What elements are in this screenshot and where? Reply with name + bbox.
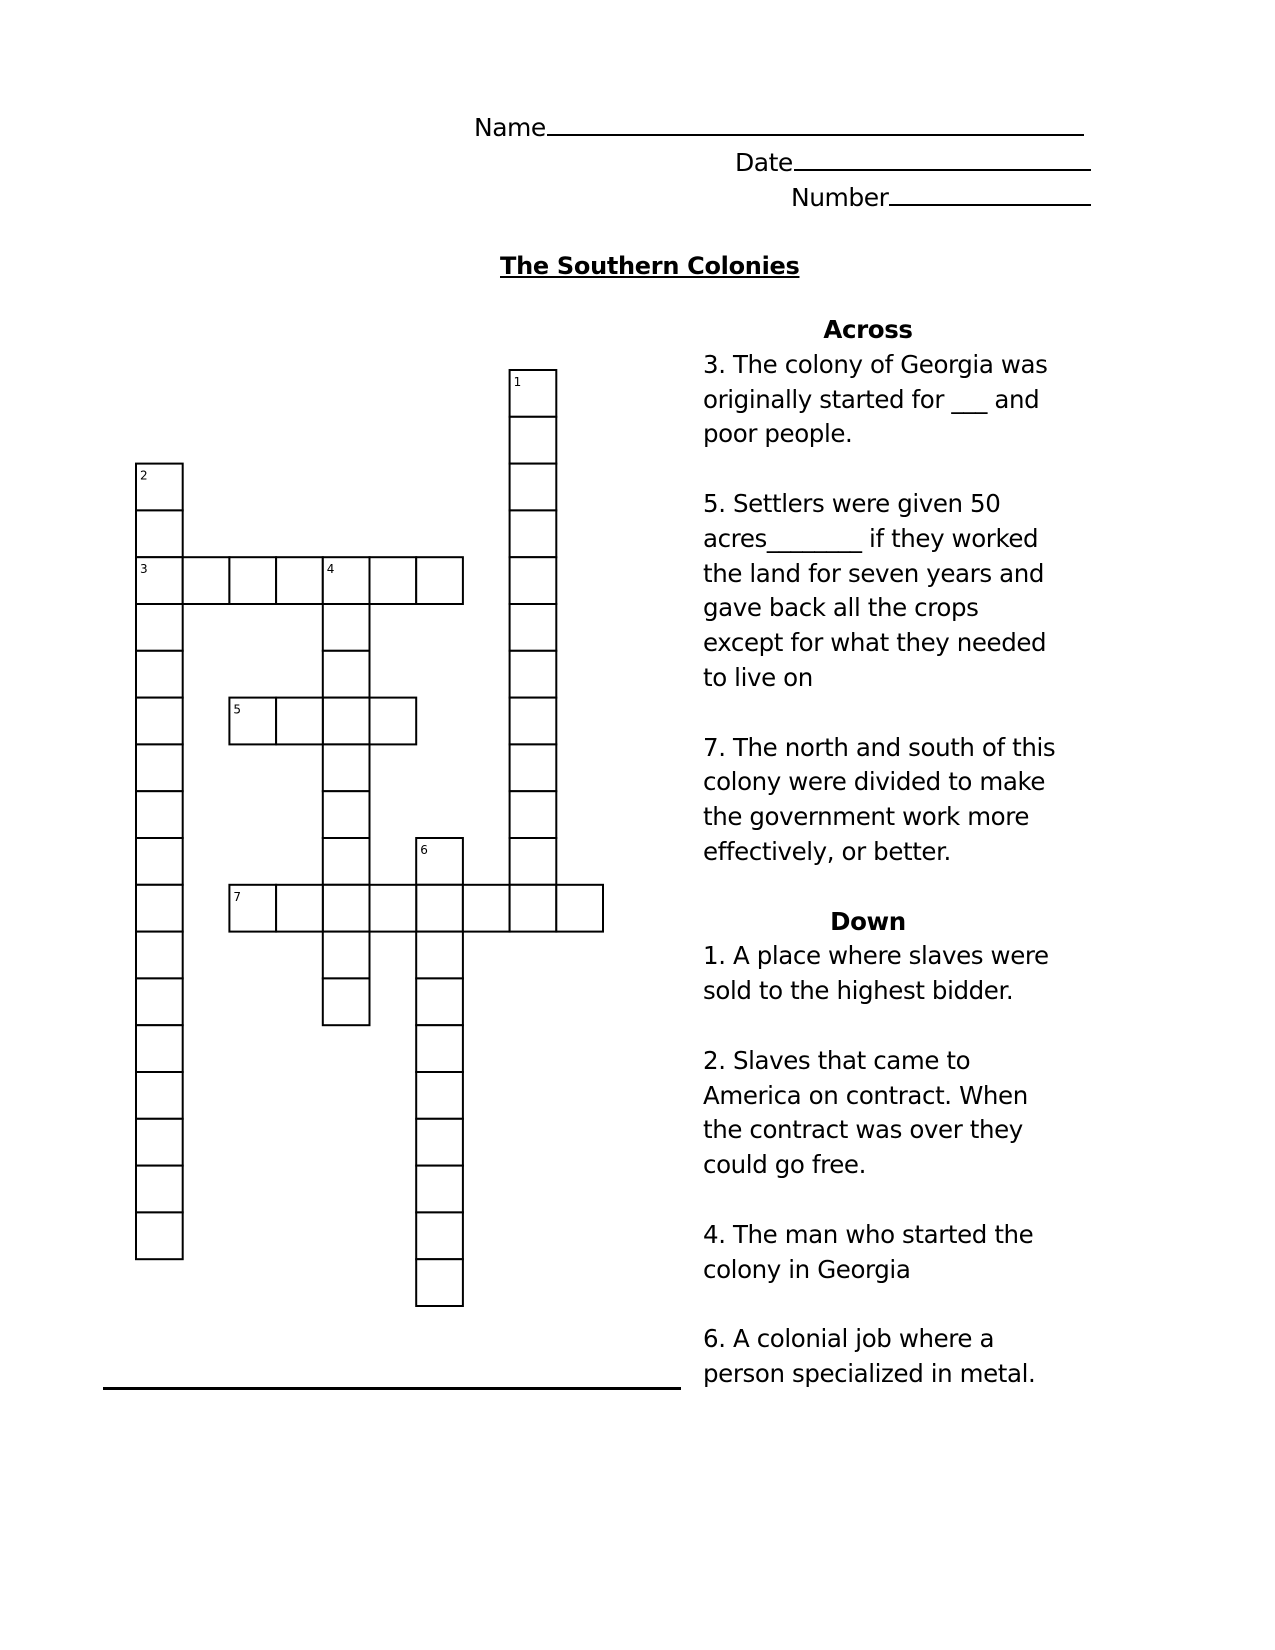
crossword-cell[interactable] <box>416 1072 463 1119</box>
crossword-cell[interactable] <box>416 1166 463 1213</box>
crossword-cell[interactable] <box>136 651 183 698</box>
crossword-cell[interactable] <box>323 651 370 698</box>
crossword-cell[interactable] <box>510 651 557 698</box>
crossword-cell[interactable] <box>183 557 230 604</box>
crossword-cell[interactable] <box>136 838 183 885</box>
crossword-cell[interactable] <box>416 885 463 932</box>
clue-across-3: 3. The colony of Georgia was originally started for ___ and poor people. <box>703 349 1048 449</box>
clue-down-1: 1. A place where slaves were sold to the highest bidder. <box>703 941 1049 1006</box>
clue-down-2: 2. Slaves that came to America on contract. When the contract was over they could go free. <box>703 1045 1028 1180</box>
crossword-cell[interactable] <box>276 698 323 745</box>
crossword-cell[interactable] <box>136 604 183 651</box>
crossword-cell[interactable] <box>229 557 276 604</box>
crossword-cell[interactable] <box>136 1212 183 1259</box>
crossword-cell[interactable] <box>136 791 183 838</box>
clue-down-6: 6. A colonial job where a person specialized in metal. <box>703 1324 1036 1388</box>
crossword-cell[interactable] <box>370 885 417 932</box>
crossword-cell[interactable] <box>370 698 417 745</box>
crossword-cell[interactable] <box>323 791 370 838</box>
crossword-cell[interactable] <box>510 791 557 838</box>
crossword-cell[interactable] <box>136 978 183 1025</box>
crossword-cell[interactable] <box>136 744 183 791</box>
clue-number-1: 1 <box>513 375 522 389</box>
crossword-cell[interactable] <box>416 1212 463 1259</box>
crossword-cell[interactable] <box>416 1259 463 1306</box>
crossword-cell[interactable] <box>323 932 370 979</box>
crossword-cell[interactable] <box>510 885 557 932</box>
crossword-cell[interactable] <box>136 932 183 979</box>
crossword-cell[interactable] <box>136 1072 183 1119</box>
across-heading: Across <box>823 315 913 344</box>
crossword-cell[interactable] <box>323 604 370 651</box>
page-title: The Southern Colonies <box>500 252 800 280</box>
clue-number-3: 3 <box>140 562 148 577</box>
crossword-cell[interactable] <box>323 744 370 791</box>
clue-across-5: 5. Settlers were given 50 acres________ if they worked the land for seven years and gave back all the crops except for what they needed to live on <box>703 488 1047 692</box>
down-heading: Down <box>830 906 906 936</box>
crossword-cell[interactable] <box>416 1119 463 1166</box>
crossword-cell[interactable] <box>510 557 557 604</box>
crossword-cell[interactable] <box>510 604 557 651</box>
crossword-cell[interactable] <box>510 464 557 511</box>
crossword-cell[interactable] <box>136 1166 183 1213</box>
clue-number-5: 5 <box>233 702 242 717</box>
crossword-cell[interactable] <box>323 698 370 745</box>
crossword-cell[interactable] <box>416 1025 463 1072</box>
crossword-cell[interactable] <box>510 698 557 745</box>
crossword-cell[interactable] <box>510 838 557 885</box>
crossword-cell[interactable] <box>416 557 463 604</box>
crossword-cell[interactable] <box>276 557 323 604</box>
crossword-cell[interactable] <box>370 557 417 604</box>
crossword-cell[interactable] <box>136 885 183 932</box>
clue-down-4: 4. The man who started the colony in Georgia <box>703 1219 1034 1284</box>
crossword-cell[interactable] <box>136 1025 183 1072</box>
crossword-cell[interactable] <box>323 838 370 885</box>
crossword-cell[interactable] <box>416 932 463 979</box>
date-label: Date <box>735 148 793 177</box>
crossword-cell[interactable] <box>416 978 463 1025</box>
clue-number-7: 7 <box>233 889 242 904</box>
clue-number-6: 6 <box>420 843 428 857</box>
name-label: Name <box>474 113 546 142</box>
crossword-cell[interactable] <box>136 698 183 745</box>
clues-panel <box>703 313 1063 1392</box>
crossword-cell[interactable] <box>323 978 370 1025</box>
crossword-cell[interactable] <box>510 510 557 557</box>
clue-number-2: 2 <box>140 468 148 483</box>
clue-across-7: 7. The north and south of this colony were divided to make the government work more effectively, or better. <box>703 732 1056 866</box>
crossword-cell[interactable] <box>510 417 557 464</box>
crossword-cell[interactable] <box>323 885 370 932</box>
crossword-cell[interactable] <box>136 510 183 557</box>
number-label: Number <box>791 183 889 212</box>
crossword-cell[interactable] <box>463 885 510 932</box>
crossword-cell[interactable] <box>276 885 323 932</box>
crossword-cell[interactable] <box>556 885 603 932</box>
clue-number-4: 4 <box>326 562 335 577</box>
crossword-cell[interactable] <box>136 1119 183 1166</box>
bottom-rule <box>103 1387 681 1390</box>
crossword-cell[interactable] <box>510 744 557 791</box>
